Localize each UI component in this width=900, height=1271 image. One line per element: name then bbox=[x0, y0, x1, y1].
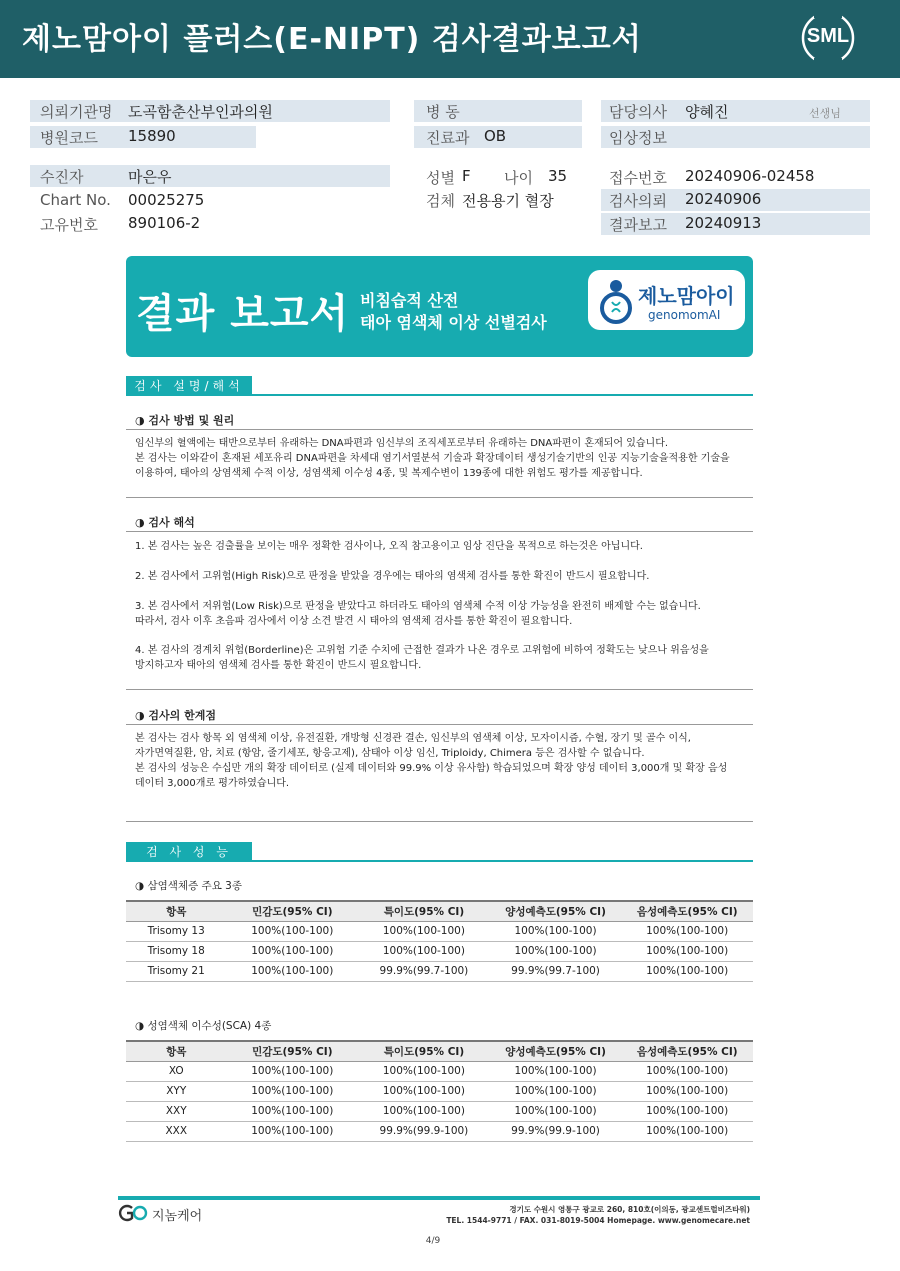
specimen-value: 전용용기 혈장 bbox=[462, 192, 554, 210]
report-date-field bbox=[601, 213, 870, 235]
table-cell: 99.9%(99.7-100) bbox=[358, 961, 490, 981]
table-row bbox=[126, 921, 753, 941]
table-cell: 99.9%(99.9-100) bbox=[490, 1121, 622, 1141]
limit-rule bbox=[126, 724, 753, 725]
id-field bbox=[30, 213, 390, 235]
section-explain-header bbox=[126, 376, 753, 396]
specimen-field bbox=[414, 189, 594, 211]
section-perf-header bbox=[126, 842, 753, 862]
report-label: 결과보고 bbox=[609, 216, 667, 234]
patient-name: 마은우 bbox=[128, 168, 172, 186]
receipt-label: 접수번호 bbox=[609, 169, 667, 187]
chart-label: Chart No. bbox=[40, 191, 111, 209]
table1-caption: ◑ 삼염색체증 주요 3종 bbox=[135, 880, 242, 892]
dept-value: OB bbox=[484, 127, 507, 145]
header-ppv: 양성예측도(95% CI) bbox=[490, 1041, 622, 1061]
genomecare-logo-icon bbox=[118, 1204, 148, 1222]
dept-field bbox=[414, 126, 582, 148]
table-cell: 100%(100-100) bbox=[358, 1101, 490, 1121]
limit-line-1: 본 검사는 검사 항목 외 염색체 이상, 유전질환, 개방형 신경관 결손, 임신부의 염색체 이상, 모자이시즘, 수혈, 장기 및 골수 이식, bbox=[135, 733, 691, 744]
table-cell: 100%(100-100) bbox=[226, 1121, 358, 1141]
table-cell: XYY bbox=[126, 1081, 226, 1101]
table-cell: 100%(100-100) bbox=[621, 1101, 753, 1121]
company-name: 지놈케어 bbox=[152, 1209, 203, 1224]
age-label: 나이 bbox=[504, 169, 533, 187]
table-row bbox=[126, 1101, 753, 1121]
table-cell: 100%(100-100) bbox=[226, 941, 358, 961]
footer-contact: TEL. 1544-9771 / FAX. 031-8019-5004 Homepage. www.genomecare.net bbox=[446, 1216, 750, 1225]
method-rule bbox=[126, 429, 753, 430]
genomom-logo-icon bbox=[596, 278, 636, 324]
genomom-logo-en: genomomAI bbox=[648, 308, 721, 322]
request-value: 20240906 bbox=[685, 190, 762, 208]
table-cell: Trisomy 18 bbox=[126, 941, 226, 961]
table-row bbox=[126, 1061, 753, 1081]
interp-line-2: 2. 본 검사에서 고위험(High Risk)으로 판정을 받았을 경우에는 태아의 염색체 검사를 통한 확진이 반드시 필요합니다. bbox=[135, 571, 650, 582]
id-value: 890106-2 bbox=[128, 214, 201, 232]
table-cell: 100%(100-100) bbox=[490, 921, 622, 941]
table-cell: 100%(100-100) bbox=[621, 1121, 753, 1141]
result-banner bbox=[126, 256, 753, 357]
footer-address: 경기도 수원시 영통구 광교로 260, 810호(이의동, 광교센트럴비즈타워) bbox=[509, 1205, 750, 1214]
table-row bbox=[126, 1081, 753, 1101]
table-cell: 100%(100-100) bbox=[621, 921, 753, 941]
method-line-1: 임신부의 혈액에는 태반으로부터 유래하는 DNA파편과 임신부의 조직세포로부터 유래하는 DNA파편이 혼재되어 있습니다. bbox=[135, 438, 669, 449]
table-cell: Trisomy 13 bbox=[126, 921, 226, 941]
table-cell: 100%(100-100) bbox=[621, 961, 753, 981]
specimen-label: 검체 bbox=[426, 192, 455, 210]
header-item: 항목 bbox=[126, 1041, 226, 1061]
section-explain-tab: 검사 설명/해석 bbox=[126, 376, 252, 396]
method-line-2: 본 검사는 이와같이 혼재된 세포유리 DNA파편을 차세대 염기서열분석 기술과 확장데이터 생성기술기반의 인공 지능기술을적용한 기술을 bbox=[135, 453, 730, 464]
doctor-label: 담당의사 bbox=[609, 103, 667, 121]
table-cell: 100%(100-100) bbox=[621, 1061, 753, 1081]
banner-subtitle-1: 비침습적 산전 bbox=[360, 291, 459, 310]
table-cell: 100%(100-100) bbox=[490, 1101, 622, 1121]
table-cell: 100%(100-100) bbox=[226, 1101, 358, 1121]
table-cell: 100%(100-100) bbox=[226, 1061, 358, 1081]
table-cell: 100%(100-100) bbox=[358, 941, 490, 961]
table-cell: 99.9%(99.9-100) bbox=[358, 1121, 490, 1141]
sml-logo bbox=[800, 10, 856, 66]
header-bar bbox=[0, 0, 900, 78]
table-cell: XXY bbox=[126, 1101, 226, 1121]
interp-line-3: 3. 본 검사에서 저위험(Low Risk)으로 판정을 받았다고 하더라도 태아의 염색체 수적 이상 가능성을 완전히 배제할 수는 없습니다. bbox=[135, 601, 701, 612]
institution-value: 도곡함춘산부인과의원 bbox=[128, 103, 273, 121]
interp-end-rule bbox=[126, 689, 753, 690]
table-cell: 100%(100-100) bbox=[226, 921, 358, 941]
table-cell: 100%(100-100) bbox=[358, 921, 490, 941]
limit-title: ◑ 검사의 한계점 bbox=[135, 709, 217, 722]
genomom-logo-ko: 제노맘아이 bbox=[638, 284, 735, 308]
table-cell: 100%(100-100) bbox=[490, 1081, 622, 1101]
footer-address-block bbox=[446, 1204, 750, 1226]
method-end-rule bbox=[126, 497, 753, 498]
method-title: ◑ 검사 방법 및 원리 bbox=[135, 414, 235, 427]
table-row bbox=[126, 1121, 753, 1141]
limit-line-4: 데이터 3,000개로 평가하였습니다. bbox=[135, 778, 290, 789]
report-title: 제노맘아이 플러스(E-NIPT) 검사결과보고서 bbox=[22, 22, 642, 57]
table-cell: Trisomy 21 bbox=[126, 961, 226, 981]
header-npv: 음성예측도(95% CI) bbox=[621, 901, 753, 921]
table2-caption: ◑ 성염색체 이수성(SCA) 4종 bbox=[135, 1020, 272, 1032]
section-perf-tab: 검 사 성 능 bbox=[126, 842, 252, 862]
header-item: 항목 bbox=[126, 901, 226, 921]
age-value: 35 bbox=[548, 167, 568, 185]
limit-line-2: 자가면역질환, 암, 치료 (항암, 줄기세포, 항응고제), 삼태아 이상 임신, Triploidy, Chimera 등은 검사할 수 없습니다. bbox=[135, 748, 645, 759]
ward-label: 병 동 bbox=[426, 103, 460, 121]
trisomy-table bbox=[126, 900, 753, 982]
page-number: 4/9 bbox=[425, 1236, 441, 1246]
id-label: 고유번호 bbox=[40, 216, 98, 234]
header-ppv: 양성예측도(95% CI) bbox=[490, 901, 622, 921]
banner-title: 결과 보고서 bbox=[136, 291, 350, 337]
banner-subtitle-2: 태아 염색체 이상 선별검사 bbox=[360, 313, 547, 332]
genomom-logo bbox=[588, 270, 745, 330]
clinical-field bbox=[601, 126, 870, 148]
table-cell: 100%(100-100) bbox=[358, 1081, 490, 1101]
table-cell: XO bbox=[126, 1061, 226, 1081]
table-cell: 100%(100-100) bbox=[358, 1061, 490, 1081]
hospital-code-value: 15890 bbox=[128, 127, 176, 145]
dept-label: 진료과 bbox=[426, 129, 470, 147]
table-cell: XXX bbox=[126, 1121, 226, 1141]
receipt-value: 20240906-02458 bbox=[685, 167, 815, 185]
table-row bbox=[126, 941, 753, 961]
genomecare-logo bbox=[118, 1204, 218, 1224]
table-cell: 100%(100-100) bbox=[226, 1081, 358, 1101]
table-cell: 100%(100-100) bbox=[226, 961, 358, 981]
table-cell: 99.9%(99.7-100) bbox=[490, 961, 622, 981]
interp-line-5: 4. 본 검사의 경계치 위험(Borderline)은 고위험 기준 수치에 근접한 결과가 나온 경우로 고위험에 비하여 정확도는 낮으나 위음성을 bbox=[135, 645, 709, 656]
patient-name-field bbox=[30, 165, 390, 187]
ward-field bbox=[414, 100, 582, 122]
sml-logo-text: SML bbox=[806, 25, 850, 47]
patient-label: 수진자 bbox=[40, 168, 84, 186]
sex-value: F bbox=[462, 167, 471, 185]
table-cell: 100%(100-100) bbox=[490, 941, 622, 961]
sca-table bbox=[126, 1040, 753, 1142]
interp-line-6: 방지하고자 태아의 염색체 검사를 통한 확진이 반드시 필요합니다. bbox=[135, 660, 422, 671]
footer-bar bbox=[118, 1196, 760, 1200]
institution-field bbox=[30, 100, 390, 122]
limit-end-rule bbox=[126, 821, 753, 822]
table-cell: 100%(100-100) bbox=[621, 1081, 753, 1101]
chart-field bbox=[30, 190, 390, 212]
report-value: 20240913 bbox=[685, 214, 762, 232]
receipt-field bbox=[601, 166, 870, 188]
table-cell: 100%(100-100) bbox=[490, 1061, 622, 1081]
doctor-value: 양혜진 bbox=[685, 103, 729, 121]
interp-rule bbox=[126, 531, 753, 532]
header-sensitivity: 민감도(95% CI) bbox=[226, 1041, 358, 1061]
request-field bbox=[601, 189, 870, 211]
table-row bbox=[126, 961, 753, 981]
clinical-label: 임상정보 bbox=[609, 129, 667, 147]
sex-age-field bbox=[414, 166, 594, 188]
header-specificity: 특이도(95% CI) bbox=[358, 901, 490, 921]
interp-line-4: 따라서, 검사 이후 초음파 검사에서 이상 소견 발견 시 태아의 염색체 검사를 통한 확진이 필요합니다. bbox=[135, 616, 573, 627]
interp-line-1: 1. 본 검사는 높은 검출률을 보이는 매우 정확한 검사이나, 오직 참고용이고 임상 진단을 목적으로 하는것은 아닙니다. bbox=[135, 541, 643, 552]
request-label: 검사의뢰 bbox=[609, 192, 667, 210]
method-line-3: 이용하여, 태아의 상염색체 수적 이상, 성염색체 이수성 4종, 및 복제수변이 139종에 대한 위험도 평가를 제공합니다. bbox=[135, 468, 643, 479]
header-sensitivity: 민감도(95% CI) bbox=[226, 901, 358, 921]
doctor-field bbox=[601, 100, 870, 122]
header-specificity: 특이도(95% CI) bbox=[358, 1041, 490, 1061]
doctor-suffix: 선생님 bbox=[809, 107, 841, 120]
sex-label: 성별 bbox=[426, 169, 455, 187]
table-header-row bbox=[126, 1041, 753, 1061]
limit-line-3: 본 검사의 성능은 수십만 개의 확장 데이터로 (실제 데이터와 99.9% 이상 유사함) 학습되었으며 확장 양성 데이터 3,000개 및 확장 음성 bbox=[135, 763, 728, 774]
interp-title: ◑ 검사 해석 bbox=[135, 516, 195, 529]
hospital-code-field bbox=[30, 126, 256, 148]
chart-value: 00025275 bbox=[128, 191, 205, 209]
hospital-code-label: 병원코드 bbox=[40, 129, 98, 147]
institution-label: 의뢰기관명 bbox=[40, 103, 113, 121]
header-npv: 음성예측도(95% CI) bbox=[621, 1041, 753, 1061]
table-header-row bbox=[126, 901, 753, 921]
table-cell: 100%(100-100) bbox=[621, 941, 753, 961]
